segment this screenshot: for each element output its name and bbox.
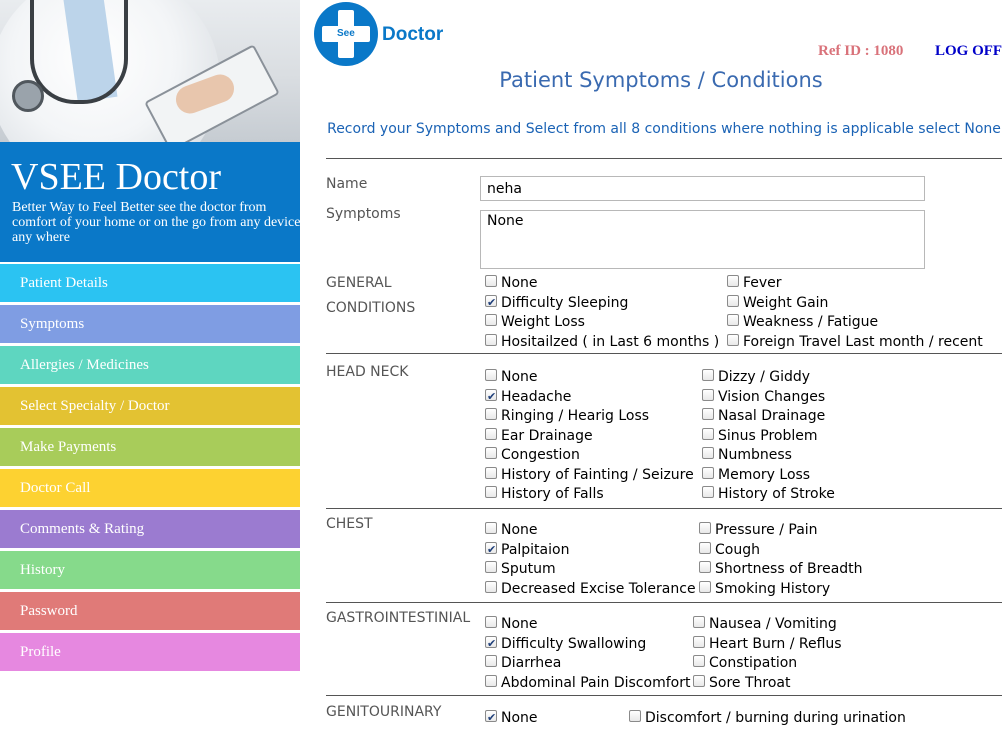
checkbox-label: Difficulty Swallowing [501, 635, 647, 652]
checkbox-label: Weakness / Fatigue [743, 314, 879, 330]
divider [326, 508, 1002, 509]
divider [326, 695, 1002, 696]
brand-panel [0, 142, 300, 262]
logo-text: Doctor [382, 24, 444, 45]
checkbox-box[interactable] [485, 334, 497, 346]
page-title: Patient Symptoms / Conditions [499, 68, 823, 92]
checkbox-box[interactable] [693, 675, 705, 687]
checkbox-label: Difficulty Sleeping [501, 294, 629, 311]
nav-comments-rating[interactable]: Comments & Rating [0, 510, 300, 548]
checkbox-box[interactable] [702, 408, 714, 420]
checkbox-label: Sore Throat [709, 674, 791, 691]
sidebar [0, 0, 300, 732]
checkbox-box[interactable] [727, 314, 739, 326]
section-label-genito: GENITOURINARY [326, 704, 442, 720]
checkbox-label: Cough [715, 541, 760, 558]
section-label-conditions: CONDITIONS [326, 300, 416, 316]
checkbox-label: Weight Loss [501, 314, 585, 330]
checkbox-box[interactable] [727, 334, 739, 346]
checkbox-box[interactable] [693, 636, 705, 648]
checkbox-box[interactable] [485, 369, 497, 381]
checkbox-label: Constipation [709, 655, 798, 671]
checkbox-label: Vision Changes [718, 388, 826, 405]
checkbox-label: History of Stroke [718, 486, 835, 502]
checkbox-label: Hositailzed ( in Last 6 months ) [501, 333, 720, 350]
brand-title: VSEE Doctor [11, 156, 222, 198]
checkbox-box[interactable] [485, 522, 497, 534]
checkbox-box[interactable] [702, 389, 714, 401]
section-label-gastro: GASTROINTESTINIAL [326, 610, 471, 626]
checkbox-box[interactable] [699, 581, 711, 593]
checkbox-box[interactable] [702, 467, 714, 479]
checkbox-label: Ear Drainage [501, 427, 593, 444]
checkbox-box[interactable] [727, 295, 739, 307]
nav-password[interactable]: Password [0, 592, 300, 630]
name-field[interactable] [480, 176, 925, 201]
checkbox-box[interactable] [485, 486, 497, 498]
checkbox-label: None [501, 369, 538, 385]
checkbox-label: Palpitaion [501, 541, 570, 558]
checkbox-label: Fever [743, 275, 782, 291]
brand-tagline: Better Way to Feel Better see the doctor from comfort of your home or on the go from any device any where [12, 200, 301, 245]
checkbox-box[interactable] [485, 581, 497, 593]
checkbox-label: Discomfort / burning during urination [645, 710, 906, 726]
checkbox-box[interactable] [485, 561, 497, 573]
checkbox-label: Ringing / Hearig Loss [501, 408, 650, 424]
checkbox-label: None [501, 522, 538, 538]
divider [326, 353, 1002, 354]
logo-see-text: See [337, 28, 355, 39]
checkbox-label: Nausea / Vomiting [709, 616, 837, 632]
checkbox-box[interactable] [485, 428, 497, 440]
checkbox-label: Sputum [501, 561, 556, 577]
symptoms-label: Symptoms [326, 206, 401, 222]
checkbox-label: Smoking History [715, 580, 831, 597]
instructions-text: Record your Symptoms and Select from all 8 conditions where nothing is applicable select None [327, 121, 1001, 137]
checkbox-label: Shortness of Breadth [715, 561, 863, 577]
checkbox-label: Pressure / Pain [715, 522, 818, 538]
logoff-link[interactable]: LOG OFF [935, 43, 1003, 59]
checkbox-label: Memory Loss [718, 466, 811, 483]
section-label-general: GENERAL [326, 275, 392, 291]
checkbox-label: Headache [501, 388, 572, 405]
checkbox-label: Foreign Travel Last month / recent [743, 333, 983, 350]
name-label: Name [326, 176, 368, 192]
checkbox-box[interactable] [702, 369, 714, 381]
checkbox-box[interactable] [485, 710, 497, 722]
checkbox-box[interactable] [485, 314, 497, 326]
checkbox-box[interactable] [699, 561, 711, 573]
divider [326, 158, 1002, 159]
checkbox-label: Decreased Excise Tolerance [501, 580, 696, 597]
checkbox-box[interactable] [485, 636, 497, 648]
nav-symptoms[interactable]: Symptoms [0, 305, 300, 343]
checkbox-label: None [501, 710, 538, 726]
checkbox-box[interactable] [485, 275, 497, 287]
checkbox-box[interactable] [485, 389, 497, 401]
checkbox-label: None [501, 275, 538, 291]
checkbox-box[interactable] [485, 655, 497, 667]
checkbox-box[interactable] [485, 408, 497, 420]
section-label-head-neck: HEAD NECK [326, 364, 409, 380]
divider [326, 602, 1002, 603]
symptoms-textarea[interactable] [480, 210, 925, 269]
checkbox-label: Nasal Drainage [718, 408, 826, 424]
checkbox-label: Numbness [718, 447, 792, 463]
checkbox-box[interactable] [702, 486, 714, 498]
nav-select-specialty[interactable]: Select Specialty / Doctor [0, 387, 300, 425]
checkbox-label: Diarrhea [501, 655, 562, 671]
vsee-logo-icon [314, 2, 378, 66]
checkbox-box[interactable] [699, 522, 711, 534]
checkbox-label: History of Fainting / Seizure [501, 466, 694, 483]
checkbox-label: History of Falls [501, 486, 604, 502]
checkbox-box[interactable] [485, 447, 497, 459]
checkbox-label: None [501, 616, 538, 632]
checkbox-label: Abdominal Pain Discomfort [501, 674, 691, 691]
checkbox-box[interactable] [485, 616, 497, 628]
checkbox-label: Sinus Problem [718, 427, 818, 444]
checkbox-box[interactable] [485, 675, 497, 687]
checkbox-label: Heart Burn / Reflus [709, 635, 842, 652]
section-label-chest: CHEST [326, 516, 373, 532]
checkbox-label: Weight Gain [743, 294, 829, 311]
nav-allergies-medicines[interactable]: Allergies / Medicines [0, 346, 300, 384]
nav-history[interactable]: History [0, 551, 300, 589]
checkbox-box[interactable] [629, 710, 641, 722]
nav-make-payments[interactable]: Make Payments [0, 428, 300, 466]
checkbox-box[interactable] [693, 616, 705, 628]
doctor-hero-image [0, 0, 300, 142]
checkbox-label: Congestion [501, 447, 580, 463]
checkbox-box[interactable] [727, 275, 739, 287]
checkbox-box[interactable] [699, 542, 711, 554]
checkbox-box[interactable] [485, 295, 497, 307]
nav-profile[interactable]: Profile [0, 633, 300, 671]
nav-doctor-call[interactable]: Doctor Call [0, 469, 300, 507]
checkbox-box[interactable] [702, 428, 714, 440]
nav-patient-details[interactable]: Patient Details [0, 264, 300, 302]
checkbox-label: Dizzy / Giddy [718, 369, 811, 385]
checkbox-box[interactable] [702, 447, 714, 459]
checkbox-box[interactable] [485, 467, 497, 479]
ref-id: Ref ID : 1080 [818, 43, 904, 59]
checkbox-box[interactable] [693, 655, 705, 667]
checkbox-box[interactable] [485, 542, 497, 554]
